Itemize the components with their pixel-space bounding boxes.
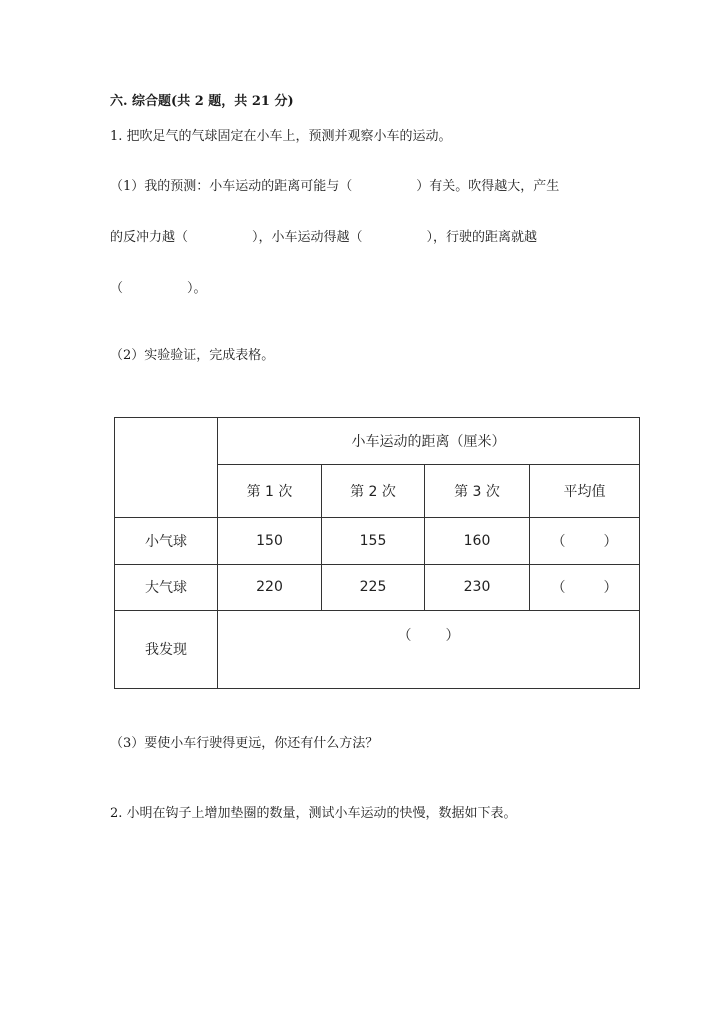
question-1-part1-line3 bbox=[110, 277, 207, 296]
question-1-stem: 1. 把吹足气的气球固定在小车上，预测并观察小车的运动。 bbox=[110, 129, 452, 144]
cell-small-trial-3: 160 bbox=[425, 518, 530, 564]
question-1-part1-line1 bbox=[110, 175, 559, 194]
question-1-part2: （2）实验验证，完成表格。 bbox=[110, 348, 275, 363]
paren-close: ） bbox=[445, 627, 460, 644]
paren-close: ） bbox=[603, 580, 618, 597]
part1-text-d: ），小车运动得越（ bbox=[252, 230, 363, 245]
paren-close: ） bbox=[603, 533, 618, 550]
part1-text-f: （ bbox=[110, 281, 124, 296]
part1-text-g: ）。 bbox=[187, 281, 207, 296]
table-corner-cell bbox=[115, 418, 218, 518]
cell-small-trial-2: 155 bbox=[322, 518, 425, 564]
question-2-stem: 2. 小明在钩子上增加垫圈的数量，测试小车运动的快慢，数据如下表。 bbox=[110, 806, 517, 821]
paren-open: （ bbox=[551, 533, 566, 550]
table-row-big-balloon bbox=[115, 564, 640, 610]
row-label-finding: 我发现 bbox=[115, 610, 218, 688]
table-header-main: 小车运动的距离（厘米） bbox=[218, 418, 640, 465]
cell-small-trial-1: 150 bbox=[218, 518, 322, 564]
cell-small-average[interactable] bbox=[530, 518, 640, 564]
paren-open: （ bbox=[397, 627, 412, 644]
col-header-trial-2: 第 2 次 bbox=[322, 465, 425, 518]
cell-big-trial-2: 225 bbox=[322, 564, 425, 610]
cell-big-average[interactable] bbox=[530, 564, 640, 610]
part1-text-a: （1）我的预测：小车运动的距离可能与（ bbox=[110, 179, 353, 194]
cell-finding-answer[interactable] bbox=[218, 610, 640, 688]
col-header-trial-3: 第 3 次 bbox=[425, 465, 530, 518]
section-title: 六. 综合题(共 2 题，共 21 分) bbox=[110, 94, 294, 109]
row-label-big-balloon: 大气球 bbox=[115, 564, 218, 610]
experiment-table bbox=[114, 417, 640, 689]
col-header-average: 平均值 bbox=[530, 465, 640, 518]
paren-open: （ bbox=[551, 580, 566, 597]
table-row-small-balloon bbox=[115, 518, 640, 564]
table-row-finding bbox=[115, 610, 640, 688]
part1-text-c: 的反冲力越（ bbox=[110, 230, 189, 245]
cell-big-trial-3: 230 bbox=[425, 564, 530, 610]
part1-text-b: ）有关。吹得越大，产生 bbox=[416, 179, 560, 194]
row-label-small-balloon: 小气球 bbox=[115, 518, 218, 564]
question-1-part1-line2 bbox=[110, 226, 537, 245]
col-header-trial-1: 第 1 次 bbox=[218, 465, 322, 518]
question-1-part3: （3）要使小车行驶得更远，你还有什么方法？ bbox=[110, 736, 379, 751]
part1-text-e: ），行驶的距离就越 bbox=[426, 230, 538, 245]
cell-big-trial-1: 220 bbox=[218, 564, 322, 610]
